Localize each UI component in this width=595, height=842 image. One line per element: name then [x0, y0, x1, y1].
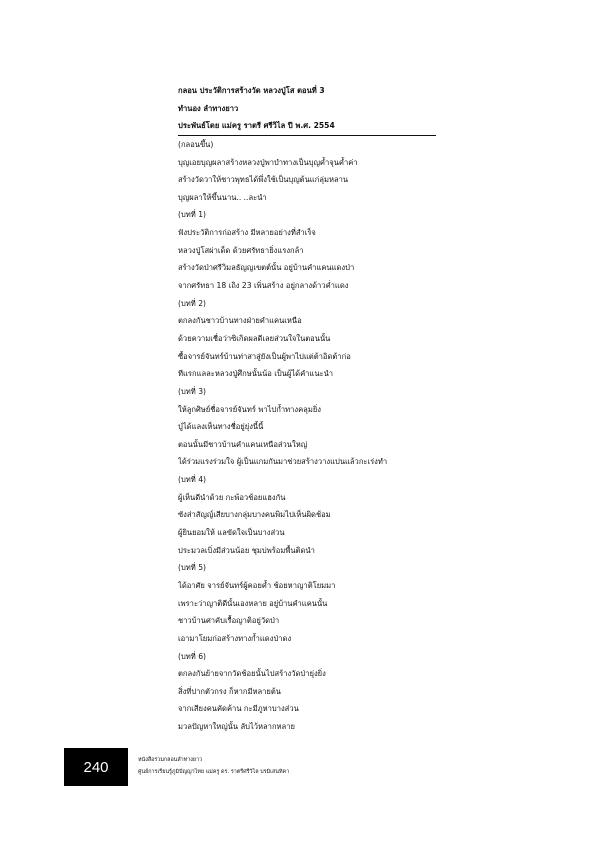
- poem-line: ตกลงกันชาวบ้านทางฝ่ายคำแคนเหนือ: [178, 316, 302, 326]
- poem-line: ฟังประวัติการก่อสร้าง มีหลายอย่างที่สำเร็จ: [178, 228, 316, 238]
- book-title: หนังสือรวมกลอนลำทางยาว: [138, 757, 203, 763]
- poem-content: [178, 82, 438, 736]
- poem-line: มวลปัญหาใหญ่นั้น ลับไว้หลากหลาย: [178, 722, 295, 732]
- poem-line: ปู่ได้แลงเห็นทางชื่อยู่ยุ่งนี้นี้: [178, 422, 264, 432]
- poem-line: ชาวบ้านศาคับเรื้อญาติอยู่วัดป่า: [178, 616, 280, 626]
- poem-title: กลอน ประวัติการสร้างวัด หลวงปู่โส ตอนที่ 3: [178, 86, 325, 95]
- poem-line: ผู้ยินยอมให้ แลขัดใจเป็นบางส่วน: [178, 528, 285, 538]
- poem-line: เพราะว่าญาติดีนั้นเองหลาย อยู่บ้านคำแคนนั้น: [178, 598, 328, 608]
- poem-line: (บทที่ 2): [178, 298, 207, 308]
- footer-text: [138, 754, 398, 778]
- poem-line: จากเสียงคนคัดค้าน กะมีภูหาบางส่วน: [178, 704, 299, 714]
- poem-line: ตอนนั้นมีชาวบ้านคำแคนเหนือส่วนใหญ่: [178, 439, 308, 449]
- poem-line: ประมวลเบิ่งมีส่วนน้อย ชุมบ่พร้อมพื้นติดนำ: [178, 545, 315, 555]
- poem-line: สิ่งที่ปากตัวกรง ก็หากมีหลายต้น: [178, 686, 281, 696]
- poem-line: (บทที่ 4): [178, 475, 207, 485]
- publisher-line: ศูนย์การเรียนรู้ภูมิปัญญาไทย แม่ครู ดร. ราตรีศรีวิไล บรมิเสนทิคา: [138, 769, 290, 775]
- poem-body: [178, 136, 438, 736]
- poem-line: ให้ลูกศิษย์ชื่อจารย์จันทร์ พาไปก้ำทางคลุมยิ่ง: [178, 404, 321, 414]
- poem-line: ซังส่าสัญญ์เสียบางกลุ่มบางคนพิมไปเห็นผิดช้อม: [178, 510, 331, 520]
- poem-line: ได้ร่วมแรงร่วมใจ ผู้เป็นแกมกันมาช่วยสร้างวางแปนแล้วกะเร่งทำ: [178, 457, 388, 467]
- poem-line: ด้วยความเชื่อว่าซิเกิดผลดีเลยส่วนใจในตอนนั้น: [178, 333, 331, 343]
- page-number: 240: [83, 758, 109, 776]
- poem-line: สร้างวัดป่าศรีวิมลธัญญเขตต์นั้น อยู่บ้านคำแคนแดงป่า: [178, 263, 355, 273]
- poem-line: (กลอนขึ้น): [178, 139, 214, 149]
- poem-line: ได้อาศัย จารย์จันทร์ผู้คอยค้ำ ช้อยหาญาติโยมมา: [178, 580, 336, 590]
- poem-line: ทีแรกแลละหลวงปู่ศึกษนั้นน้อ เป็นผู้ได้คำแนะนำ: [178, 369, 334, 379]
- poem-line: สร้างวัดวาให้ชาวพุทธได้พึ่งใช้เป็นบุญต้นแก่ลุ่มหลาน: [178, 175, 349, 185]
- page-number-box: [64, 748, 128, 786]
- poem-line: ซื้อจารย์จันทร์บ้านท่าสาสู่ยังเป็นผู้พาไปแต่ต้าอิดต้าก่อ: [178, 351, 351, 361]
- melody-line: ทำนอง ลำทางยาว: [178, 103, 239, 113]
- poem-line: (บทที่ 6): [178, 651, 207, 661]
- poem-line: (บทที่ 5): [178, 563, 207, 573]
- poem-line: หลวงปู่โสผ่าเด็ด ด้วยศรัทธายิ่งแรงกล้า: [178, 245, 304, 255]
- poem-line: (บทที่ 1): [178, 210, 207, 220]
- author-line: ประพันธ์โดย แม่ครู ราตรี ศรีวิไล ปี พ.ศ. 2554: [178, 117, 436, 136]
- poem-line: จากศรัทธา 18 เถิง 23 เพิ่นสร้าง อยู่กลางด้าวค่ำแดง: [178, 281, 349, 291]
- poem-line: บุญผลาให้ขึ้นนาน.. ..ละนำ: [178, 192, 267, 202]
- poem-line: (บทที่ 3): [178, 386, 207, 396]
- poem-line: เอามาโยมก่อสร้างทางก้ำแดงป่าดง: [178, 633, 292, 643]
- poem-line: ตกลงกันย้ายจากวัดช้อยนั้นไปสร้างวัดป่ายุ่งยิ่ง: [178, 669, 326, 679]
- poem-line: ผู้เห็นดีนำด้วย กะพ้อวช้อยแฮงกัน: [178, 492, 286, 502]
- poem-line: บุญเอยบุญผลาสร้างหลวงปู่พาบำทางเป็นบุญค้ำจุนค้ำค่า: [178, 157, 358, 167]
